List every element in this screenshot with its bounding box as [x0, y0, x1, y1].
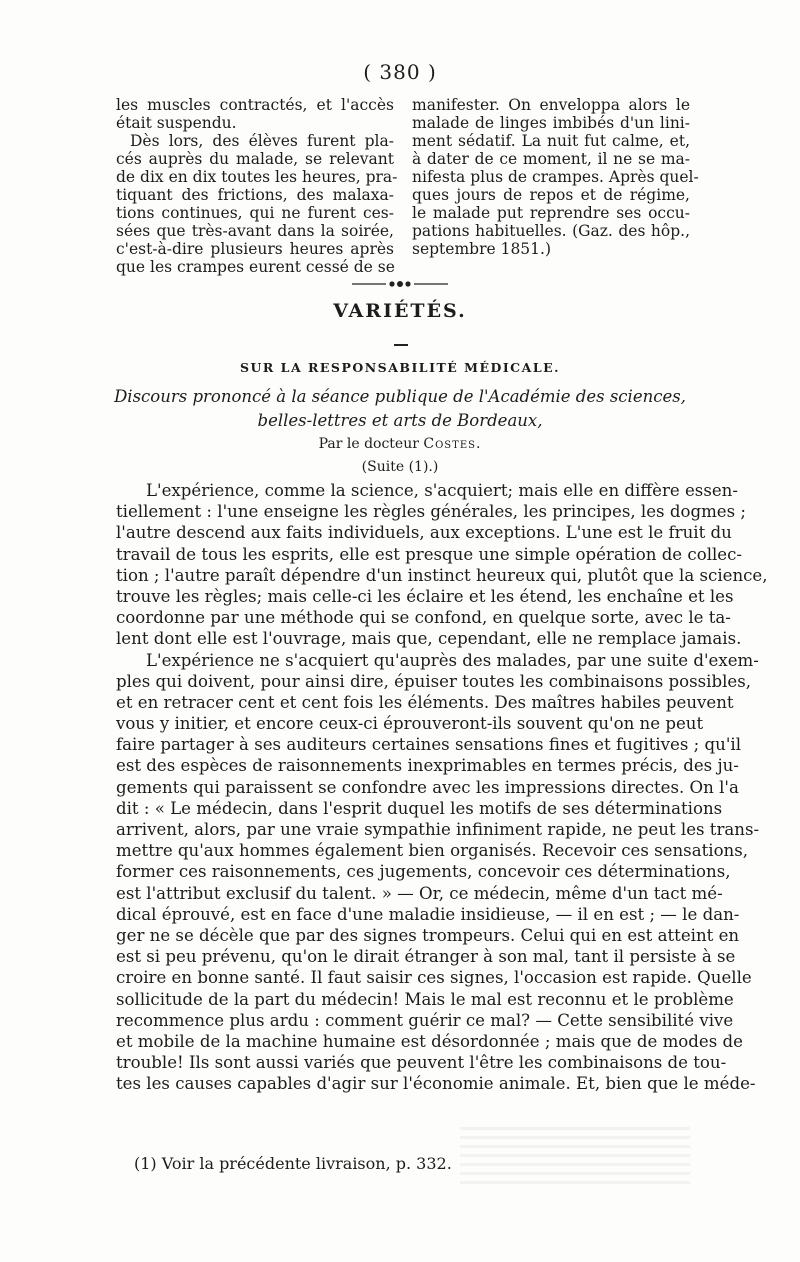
body-line: arrivent, alors, par une vraie sympathie infiniment rapide, ne peut les trans- — [116, 820, 760, 839]
body-line: coordonne par une méthode qui se confond, en quelque sorte, avec le ta- — [116, 608, 731, 628]
body-line: travail de tous les esprits, elle est presque une simple opération de collec- — [116, 544, 743, 564]
footnote: (1) Voir la précédente livraison, p. 332. — [134, 1154, 452, 1173]
body-line: est si peu prévenu, qu'on le dirait étranger à son mal, tant il persiste à se — [116, 947, 736, 967]
body-line: tion ; l'autre paraît dépendre d'un instinct heureux qui, plutôt que la science, — [116, 565, 768, 585]
body-line: trouve les règles; mais celle-ci les éclaire et les étend, les enchaîne et les — [116, 586, 734, 606]
column-line: nifesta plus de crampes. Après quel- — [412, 168, 699, 186]
column-line: manifester. On enveloppa alors le — [412, 96, 690, 114]
body-line: ger ne se décèle que par des signes trompeurs. Celui qui en est atteint en — [116, 925, 740, 945]
body-line: l'autre descend aux faits individuels, aux exceptions. L'une est le fruit du — [116, 523, 732, 543]
suite-note: (Suite (1).) — [361, 459, 439, 475]
ornament-divider — [350, 278, 450, 290]
discourse-heading — [0, 385, 800, 433]
body-line: ples qui doivent, pour ainsi dire, épuiser toutes les combinaisons possibles, — [116, 671, 752, 691]
body-line: recommence plus ardu : comment guérir ce mal? — Cette sensibilité vive — [116, 1010, 734, 1030]
column-line: les muscles contractés, et l'accès — [116, 96, 394, 114]
body-line: tiellement : l'une enseigne les règles générales, les principes, les dogmes ; — [116, 502, 747, 522]
author-prefix: Par le docteur — [318, 436, 419, 452]
body-line: mettre qu'aux hommes également bien organisés. Recevoir ces sensations, — [116, 841, 749, 861]
show-through-texture — [460, 1124, 690, 1184]
body-line: L'expérience ne s'acquiert qu'auprès des malades, par une suite d'exem- — [146, 650, 759, 670]
column-line: de dix en dix toutes les heures, pra- — [116, 168, 398, 186]
column-line: sées que très-avant dans la soirée, — [116, 222, 394, 240]
body-line: et en retracer cent et cent fois les éléments. Des maîtres habiles peuvent — [116, 692, 734, 712]
column-line: Dès lors, des élèves furent pla- — [130, 132, 394, 150]
article-body — [116, 480, 768, 1094]
body-line: et mobile de la machine humaine est désordonnée ; mais que de modes de — [116, 1031, 743, 1051]
body-line: tes les causes capables d'agir sur l'économie animale. Et, bien que le méde- — [116, 1074, 756, 1094]
column-line: tions continues, qui ne furent ces- — [116, 204, 394, 222]
left-column — [116, 96, 398, 276]
body-line: croire en bonne santé. Il faut saisir ces signes, l'occasion est rapide. Quelle — [116, 968, 752, 988]
body-line: lent dont elle est l'ouvrage, mais que, cependant, elle ne remplace jamais. — [116, 629, 742, 649]
body-line: est l'attribut exclusif du talent. » — Or, ce médecin, même d'un tact mé- — [116, 883, 723, 903]
title-rule — [394, 344, 408, 346]
column-line: était suspendu. — [116, 114, 237, 132]
right-column — [412, 96, 699, 276]
body-line: vous y initier, et encore ceux-ci éprouveront-ils souvent qu'on ne peut — [116, 714, 704, 734]
body-line: dit : « Le médecin, dans l'esprit duquel les motifs de ses déterminations — [116, 798, 723, 818]
body-line: faire partager à ses auditeurs certaines sensations fines et fugitives ; qu'il — [116, 735, 742, 755]
column-line: ment sédatif. La nuit fut calme, et, — [412, 132, 690, 150]
body-line: former ces raisonnements, ces jugements, concevoir ces déterminations, — [116, 862, 731, 882]
page-number: ( 380 ) — [363, 60, 437, 84]
column-line: que les crampes eurent cessé de se — [116, 258, 395, 276]
column-line: pations habituelles. (Gaz. des hôp., — [412, 222, 690, 240]
body-line: gements qui paraissent se confondre avec les impressions directes. On l'a — [116, 777, 739, 797]
body-line: sollicitude de la part du médecin! Mais le mal est reconnu et le problème — [116, 989, 734, 1009]
column-line: à dater de ce moment, il ne se ma- — [412, 150, 690, 168]
section-title: VARIÉTÉS. — [333, 300, 467, 322]
body-line: L'expérience, comme la science, s'acquiert; mais elle en diffère essen- — [146, 481, 738, 500]
author-name: Costes. — [423, 436, 482, 452]
column-line: tiquant des frictions, des malaxa- — [116, 186, 394, 204]
two-column-section — [116, 96, 699, 276]
column-line: c'est-à-dire plusieurs heures après — [116, 240, 394, 258]
column-line: malade de linges imbibés d'un lini- — [412, 114, 690, 132]
article-subtitle: SUR LA RESPONSABILITÉ MÉDICALE. — [240, 360, 560, 375]
column-line: le malade put reprendre ses occu- — [412, 204, 690, 222]
body-line: est des espèces de raisonnements inexprimables en termes précis, des ju- — [116, 756, 739, 776]
discourse-line: Discours prononcé à la séance publique de l'Académie des sciences, — [114, 387, 686, 406]
author-line — [0, 436, 800, 452]
discourse-line: belles-lettres et arts de Bordeaux, — [257, 411, 543, 430]
column-line: septembre 1851.) — [412, 240, 552, 258]
column-line: cés auprès du malade, se relevant — [116, 150, 394, 168]
column-line: ques jours de repos et de régime, — [412, 186, 690, 204]
body-line: dical éprouvé, est en face d'une maladie insidieuse, — il en est ; — le dan- — [116, 904, 740, 924]
body-line: trouble! Ils sont aussi variés que peuvent l'être les combinaisons de tou- — [116, 1053, 727, 1073]
